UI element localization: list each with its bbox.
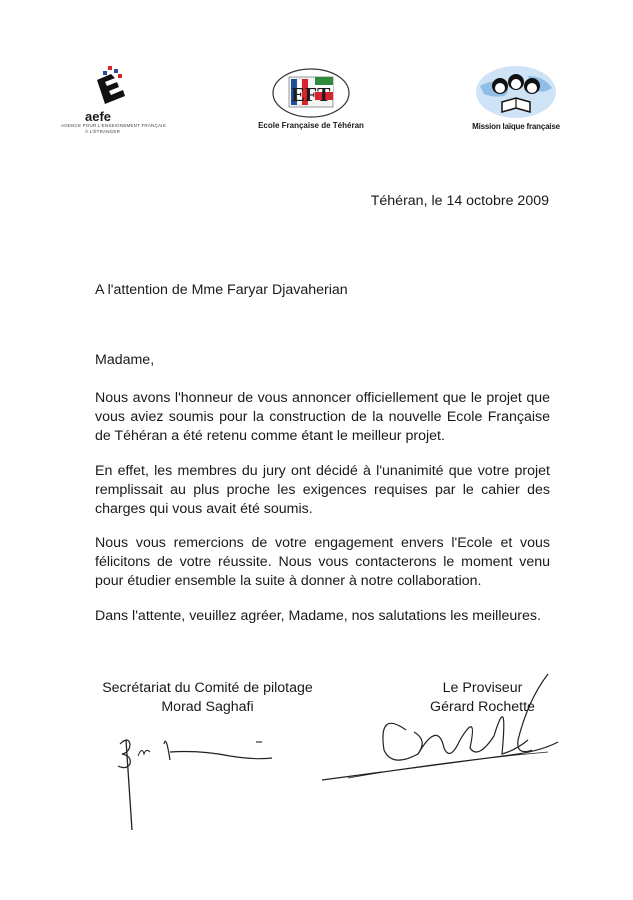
school-name: Ecole Française de Téhéran [258,121,364,130]
left-signatory-title: Secrétariat du Comité de pilotage [102,680,313,696]
right-signatory-title: Le Proviseur [442,680,523,696]
aefe-wordmark: aefe [85,109,112,124]
letter-paragraph-2: En effet, les membres du jury ont décidé à l'unanimité que votre projet remplissait au plus proche les exigences requises par le cahier des charges qui vous avait été soumis. [95,463,550,517]
school-logo [246,67,376,130]
school-emblem-icon [271,67,351,119]
letter-paragraph-1: Nous avons l'honneur de vous annoncer officiellement que le projet que vous aviez soumis pour la construction de la nouvelle Ecole Française de Téhéran a été retenu comme étant le meilleur projet. [95,390,550,444]
svg-text:EFT: EFT [291,84,331,106]
mission-name: Mission laïque française [472,122,560,131]
mission-children-icon [474,64,558,120]
left-signatory [95,679,320,717]
aefe-logo [55,66,173,135]
aefe-e-icon [91,66,135,110]
right-signature-icon [318,670,578,790]
letter-paragraph-4: Dans l'attente, veuillez agréer, Madame, nos salutations les meilleures. [95,608,541,624]
aefe-subtitle-line2: À L'ÉTRANGER [85,129,121,134]
mission-logo [464,64,568,131]
left-signature-icon [110,730,290,840]
letter-date: Téhéran, le 14 octobre 2009 [370,193,549,209]
letter-recipient: A l'attention de Mme Faryar Djavaherian [95,282,348,298]
right-signatory-name: Gérard Rochette [430,699,535,715]
letter-salutation: Madame, [95,352,155,368]
left-signatory-name: Morad Saghafi [161,699,254,715]
aefe-subtitle-line1: AGENCE POUR L'ENSEIGNEMENT FRANÇAIS [61,123,166,128]
letter-paragraph-3: Nous vous remercions de votre engagement envers l'Ecole et vous félicitons de votre réussite. Nous vous contacterons le moment venu pour étudier ensemble la suite à donner à notre collaboration. [95,535,550,589]
